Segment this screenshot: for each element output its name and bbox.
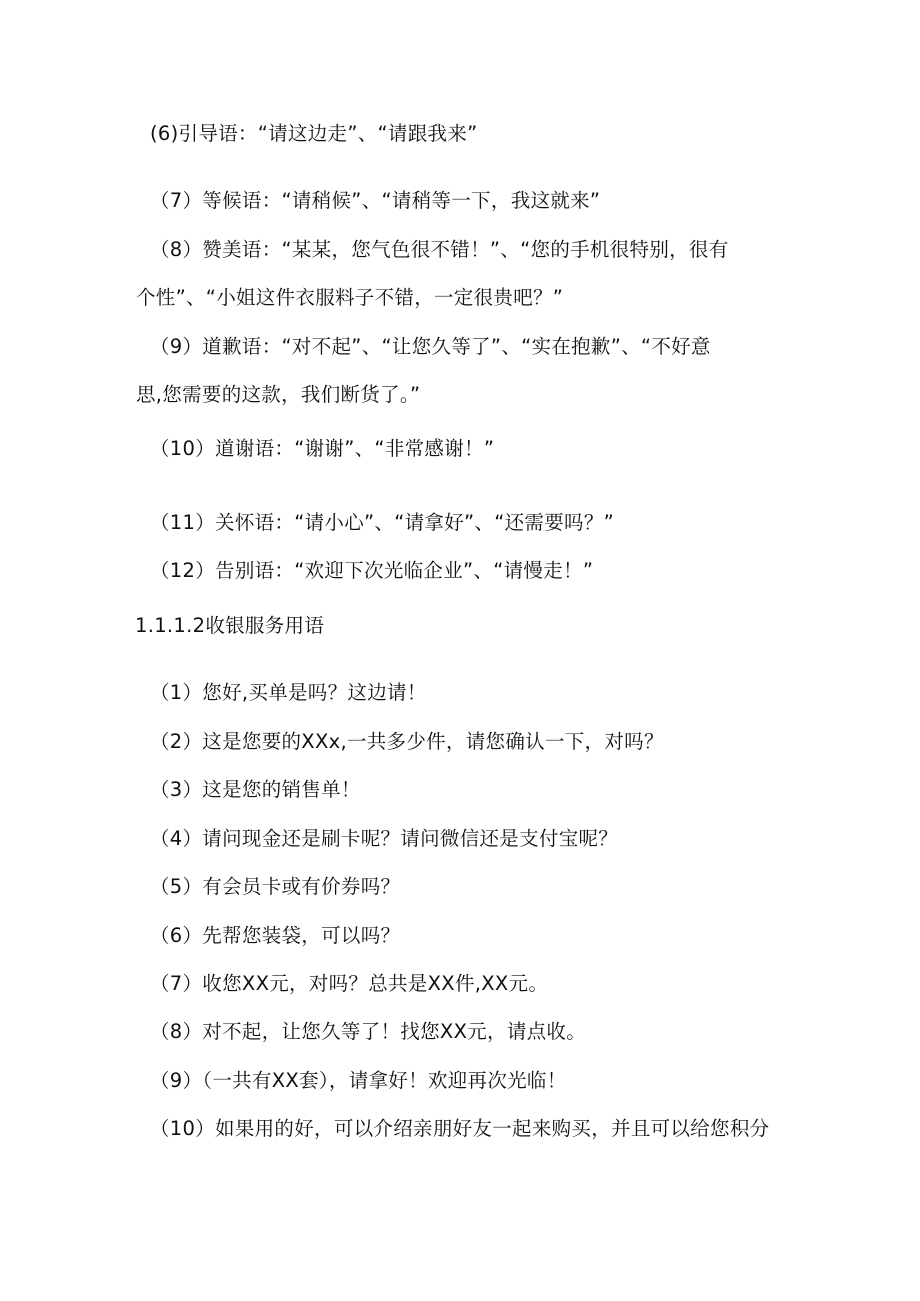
text-line-cashier-8: （8）对不起，让您久等了！找您XX元，请点收。 xyxy=(150,1020,587,1043)
text-line-cashier-1: （1）您好,买单是吗？这边请！ xyxy=(150,681,427,704)
text-line-guide: (6)引导语：“请这边走”、“请跟我来” xyxy=(150,122,478,145)
text-line-thanks: （10）道谢语：“谢谢”、“非常感谢！” xyxy=(150,437,495,460)
text-line-cashier-2: （2）这是您要的XXx,一共多少件，请您确认一下，对吗？ xyxy=(150,730,664,753)
text-line-apology-cont: 思,您需要的这款，我们断货了。” xyxy=(136,383,421,406)
text-line-cashier-6: （6）先帮您装袋，可以吗？ xyxy=(150,924,401,947)
text-line-cashier-9: （9）（一共有XX套），请拿好！欢迎再次光临！ xyxy=(150,1069,567,1092)
text-line-apology: （9）道歉语：“对不起”、“让您久等了”、“实在抱歉”、“不好意 xyxy=(150,335,711,358)
section-heading: 1.1.1.2收银服务用语 xyxy=(135,614,325,637)
text-line-cashier-7: （7）收您XX元，对吗？总共是XX件,XX元。 xyxy=(150,972,549,995)
text-line-wait: （7）等候语：“请稍候”、“请稍等一下，我这就来” xyxy=(150,189,601,212)
text-line-cashier-5: （5）有会员卡或有价券吗？ xyxy=(150,875,401,898)
text-line-care: （11）关怀语：“请小心”、“请拿好”、“还需要吗？” xyxy=(150,511,615,534)
text-line-praise: （8）赞美语：“某某，您气色很不错！”、“您的手机很特别，很有 xyxy=(150,238,729,261)
text-line-cashier-4: （4）请问现金还是刷卡呢？请问微信还是支付宝呢？ xyxy=(150,827,619,850)
text-line-praise-cont: 个性”、“小姐这件衣服料子不错，一定很贵吧？” xyxy=(136,286,564,309)
text-line-cashier-10: （10）如果用的好，可以介绍亲朋好友一起来购买，并且可以给您积分 xyxy=(150,1117,770,1140)
text-line-cashier-3: （3）这是您的销售单！ xyxy=(150,778,361,801)
text-line-farewell: （12）告别语：“欢迎下次光临企业”、“请慢走！” xyxy=(150,559,594,582)
